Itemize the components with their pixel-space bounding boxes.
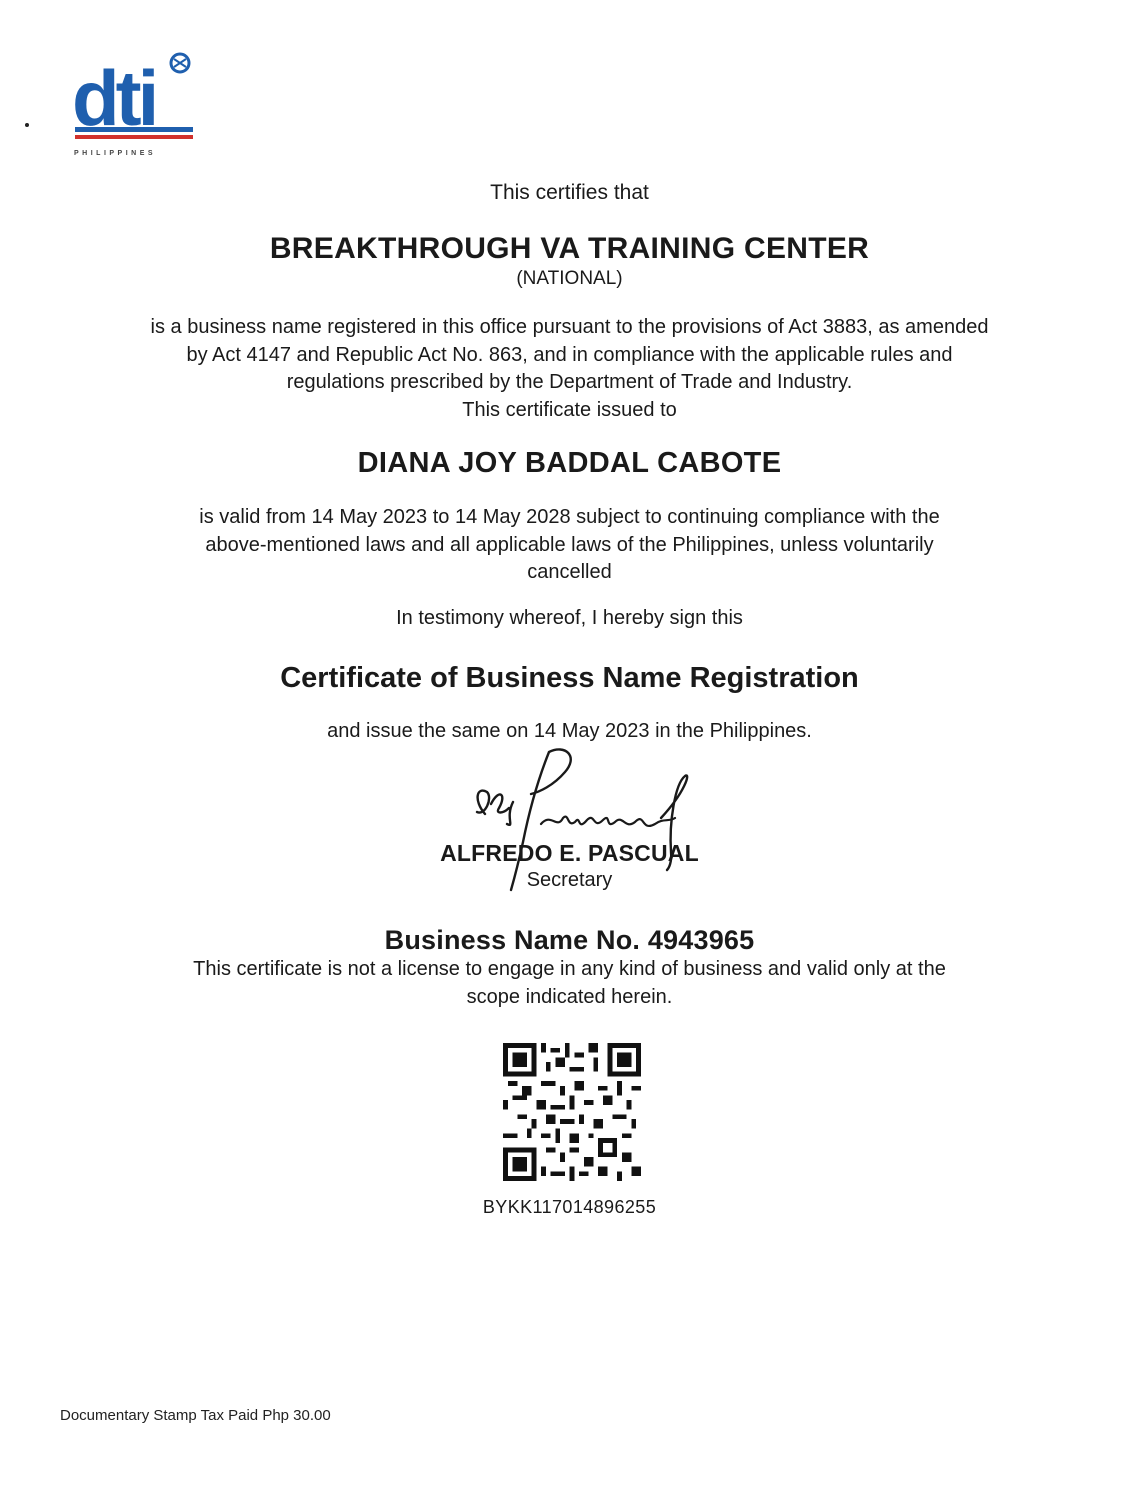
territorial-scope: (NATIONAL) — [516, 268, 623, 289]
registration-line: by Act 4147 and Republic Act No. 863, and in compliance with the applicable rules and — [186, 343, 953, 366]
signature-icon — [455, 742, 705, 897]
logo-subtitle: PHILIPPINES — [74, 150, 157, 157]
qr-code-icon — [503, 1043, 641, 1181]
registration-line: This certificate issued to — [462, 398, 677, 421]
registration-statement — [0, 314, 1139, 424]
disclaimer-line: This certificate is not a license to engage in any kind of business and valid only at the — [193, 958, 946, 980]
certificate-title: Certificate of Business Name Registration — [280, 662, 859, 694]
business-name-number: Business Name No. 4943965 — [384, 925, 755, 955]
qr-reference-code: BYKK117014896255 — [482, 1197, 657, 1217]
signatory-position: Secretary — [526, 869, 613, 891]
testimony-text: In testimony whereof, I hereby sign this — [396, 607, 743, 629]
validity-line: cancelled — [527, 561, 612, 583]
validity-line: above-mentioned laws and all applicable laws of the Philippines, unless voluntarily — [205, 533, 934, 556]
validity-statement — [0, 504, 1139, 587]
signatory-name: ALFREDO E. PASCUAL — [440, 840, 699, 866]
documentary-stamp-tax: Documentary Stamp Tax Paid Php 30.00 — [60, 1407, 331, 1424]
disclaimer — [0, 955, 1139, 1011]
intro-text: This certifies that — [490, 181, 649, 204]
owner-name: DIANA JOY BADDAL CABOTE — [357, 447, 782, 479]
business-name: BREAKTHROUGH VA TRAINING CENTER — [269, 232, 870, 265]
registration-line: is a business name registered in this office pursuant to the provisions of Act 3883, as amended — [150, 316, 989, 338]
registration-line: regulations prescribed by the Department of Trade and Industry. — [286, 371, 853, 393]
dti-logo-icon — [70, 45, 200, 165]
scan-speck — [25, 123, 29, 127]
validity-line: is valid from 14 May 2023 to 14 May 2028 subject to continuing compliance with the — [199, 506, 940, 528]
issue-statement: and issue the same on 14 May 2023 in the Philippines. — [327, 720, 812, 742]
disclaimer-line: scope indicated herein. — [466, 986, 673, 1008]
svg-text:dti: dti — [72, 54, 156, 142]
